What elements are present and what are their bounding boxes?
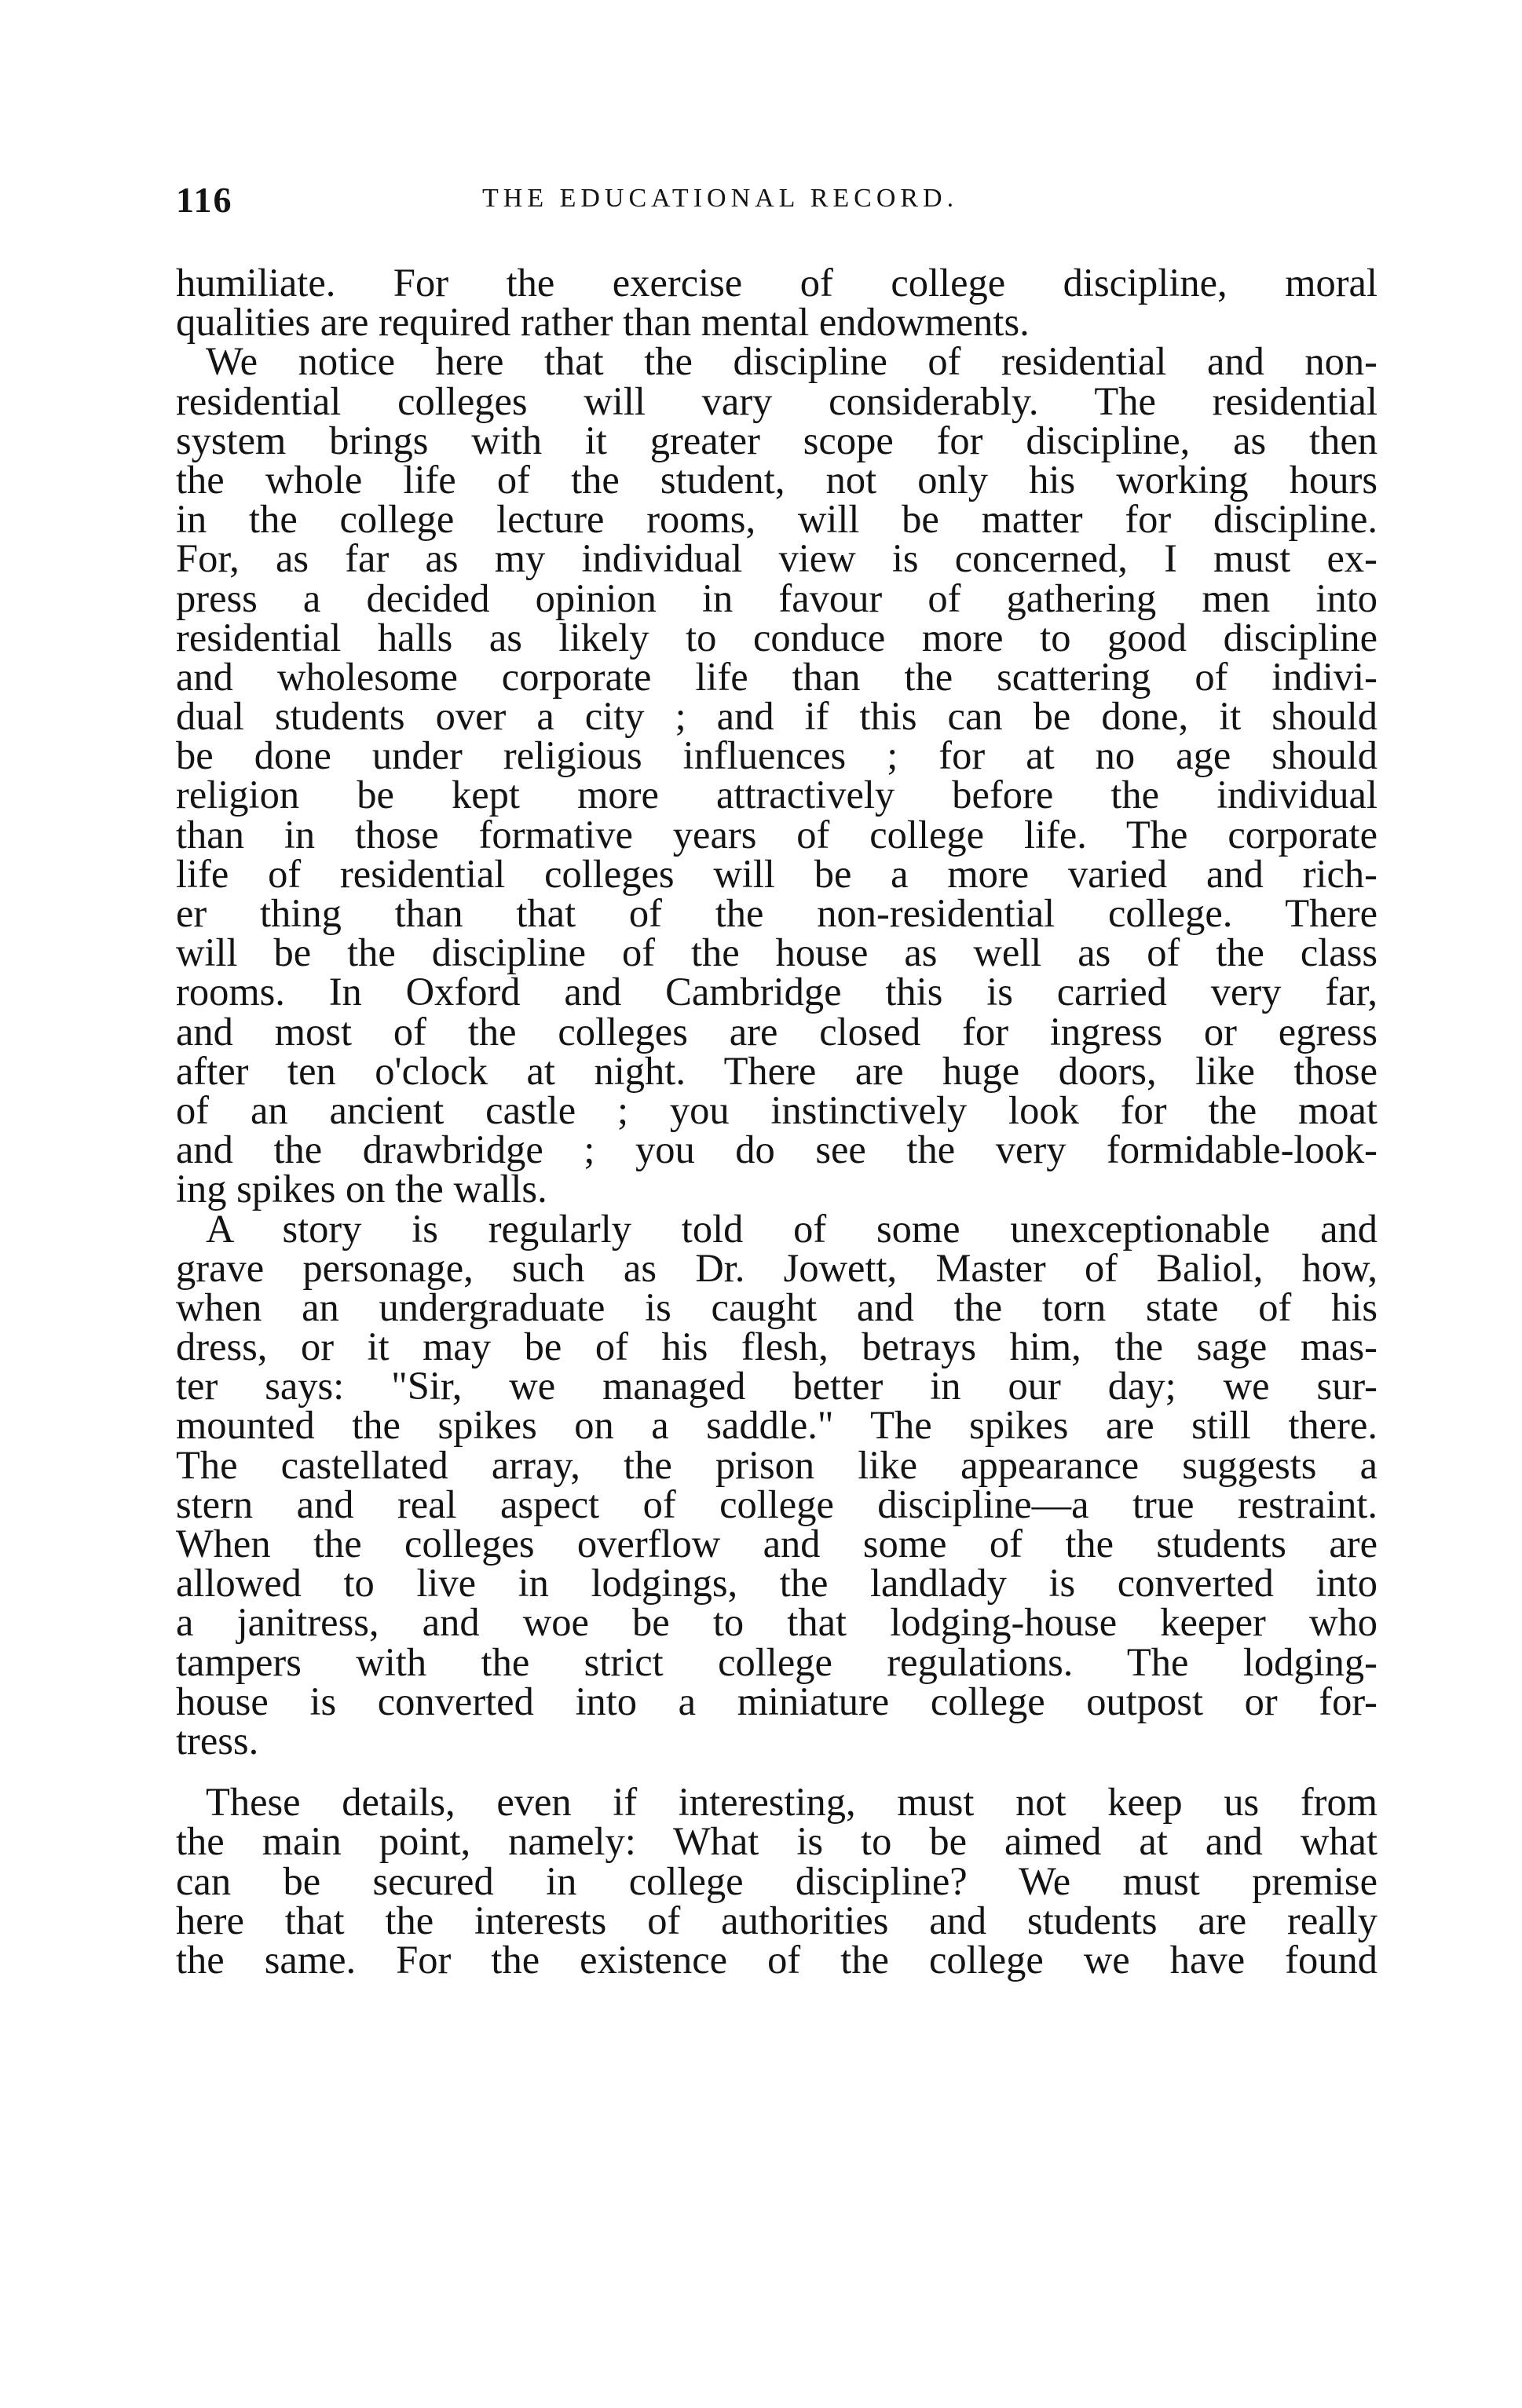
text-line: A story is regularly told of some unexceptionable and — [206, 1206, 1377, 1251]
running-title: THE EDUCATIONAL RECORD. — [482, 184, 959, 213]
text-line: These details, even if interesting, must not keep us from — [206, 1780, 1377, 1825]
text-line: than in those formative years of college life. The corporate — [176, 812, 1377, 857]
text-line: tress. — [176, 1718, 259, 1763]
text-line: residential colleges will vary considerably. The residential — [176, 378, 1377, 423]
text-line: stern and real aspect of college discipline—a true restraint. — [176, 1482, 1377, 1526]
paragraph-1 — [176, 261, 1377, 345]
text-line: the whole life of the student, not only his working hours — [176, 457, 1377, 502]
text-line: press a decided opinion in favour of gathering men into — [176, 576, 1377, 620]
paragraph-3 — [176, 1206, 1377, 1763]
text-line: We notice here that the discipline of residential and non- — [206, 339, 1377, 384]
text-line: can be secured in college discipline? We must premise — [176, 1858, 1377, 1903]
text-line: residential halls as likely to conduce more to good discipline — [176, 615, 1377, 660]
text-line: For, as far as my individual view is concerned, I must ex- — [176, 536, 1377, 581]
text-line: humiliate. For the exercise of college discipline, moral — [176, 261, 1377, 305]
text-line: in the college lecture rooms, will be matter for discipline. — [176, 497, 1377, 542]
text-line: rooms. In Oxford and Cambridge this is carried very far, — [176, 970, 1377, 1014]
running-header — [176, 179, 1401, 226]
text-line: er thing than that of the non-residential college. There — [176, 891, 1377, 935]
text-line: tampers with the strict college regulations. The lodging- — [176, 1639, 1377, 1684]
text-line: of an ancient castle ; you instinctively look for the moat — [176, 1087, 1377, 1132]
text-line: dress, or it may be of his flesh, betrays him, the sage mas- — [176, 1325, 1377, 1369]
paragraph-gap — [176, 1760, 1377, 1782]
text-line: allowed to live in lodgings, the landlady is converted into — [176, 1561, 1377, 1606]
text-line: The castellated array, the prison like appearance suggests a — [176, 1442, 1377, 1487]
text-line: mounted the spikes on a saddle." The spikes are still there. — [176, 1403, 1377, 1448]
text-line: and most of the colleges are closed for ingress or egress — [176, 1009, 1377, 1054]
paragraph-4 — [176, 1780, 1377, 1982]
text-line: here that the interests of authorities and students are really — [176, 1898, 1377, 1942]
text-line: the same. For the existence of the college we have found — [176, 1937, 1377, 1982]
text-line: house is converted into a miniature college outpost or for- — [176, 1679, 1377, 1723]
text-line: and wholesome corporate life than the scattering of indivi- — [176, 654, 1377, 699]
text-line: grave personage, such as Dr. Jowett, Master of Baliol, how, — [176, 1245, 1377, 1290]
text-line: will be the discipline of the house as well as of the class — [176, 930, 1377, 975]
text-line: be done under religious influences ; for at no age should — [176, 733, 1377, 778]
text-line: When the colleges overflow and some of the students are — [176, 1522, 1377, 1566]
text-line: ter says: "Sir, we managed better in our day; we sur- — [176, 1364, 1377, 1409]
text-line: ing spikes on the walls. — [176, 1167, 547, 1211]
text-line: and the drawbridge ; you do see the very formidable-look- — [176, 1127, 1377, 1172]
text-line: life of residential colleges will be a more varied and rich- — [176, 851, 1377, 896]
text-line: when an undergraduate is caught and the torn state of his — [176, 1284, 1377, 1329]
text-line: religion be kept more attractively before the individual — [176, 773, 1377, 817]
text-line: the main point, namely: What is to be aimed at and what — [176, 1819, 1377, 1864]
text-line: after ten o'clock at night. There are huge doors, like those — [176, 1048, 1377, 1093]
text-line: system brings with it greater scope for discipline, as then — [176, 418, 1377, 462]
text-line: qualities are required rather than mental endowments. — [176, 300, 1030, 345]
page-number: 116 — [176, 180, 233, 220]
paragraph-2 — [176, 339, 1377, 1211]
body-text — [176, 261, 1377, 1982]
text-line: a janitress, and woe be to that lodging-house keeper who — [176, 1600, 1377, 1645]
text-line: dual students over a city ; and if this can be done, it should — [176, 694, 1377, 739]
